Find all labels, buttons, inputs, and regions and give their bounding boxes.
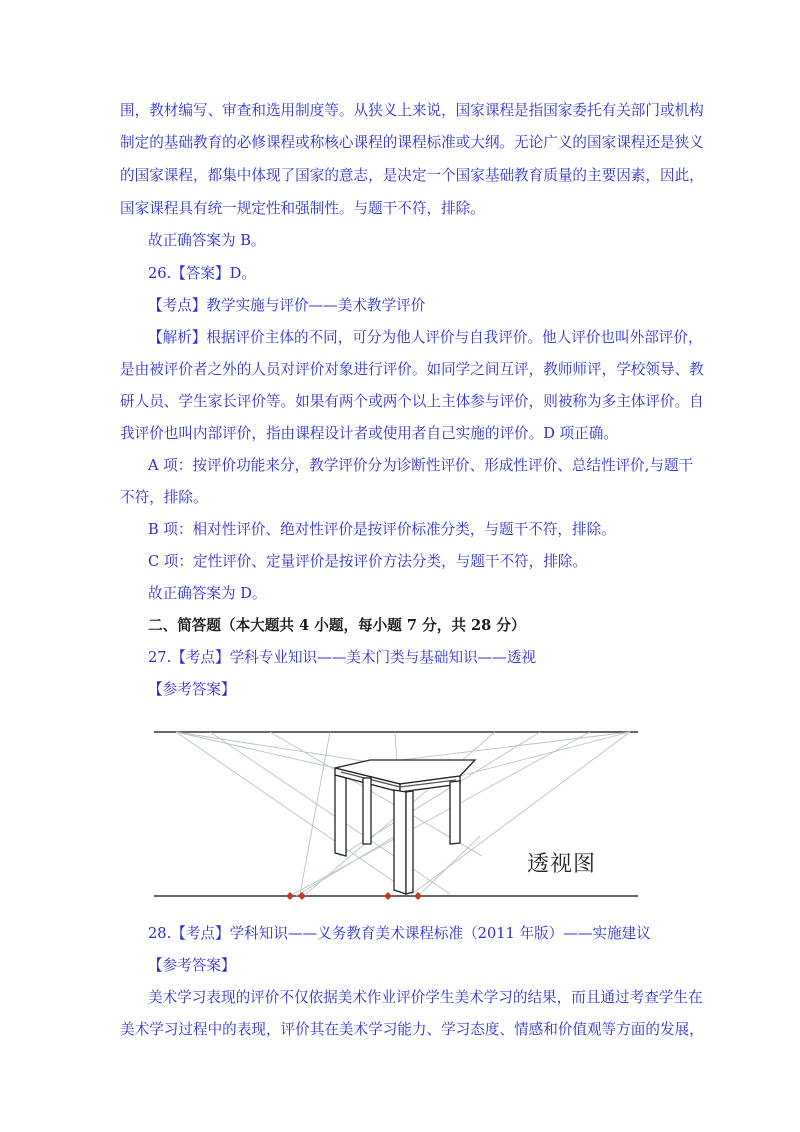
q27-reference-answer: 【参考答案】 [148,681,236,698]
q26-option-a-line-2: 不符，排除。 [120,489,208,506]
q26-jiexi-line-4: 我评价也叫内部评价，指由课程设计者或使用者自己实施的评价。D 项正确。 [120,425,618,442]
figure-label: 透视图 [527,852,597,877]
q26-jiexi-line-1: 【解析】根据评价主体的不同，可分为他人评价与自我评价。他人评价也叫外部评价， [148,329,703,346]
q26-jiexi-line-2: 是由被评价者之外的人员对评价对象进行评价。如同学之间互评，教师师评，学校领导、教 [120,361,704,378]
q26-jiexi-line-3: 研人员、学生家长评价等。如果有两个或两个以上主体参与评价，则被称为多主体评价。自 [120,393,704,410]
table [335,760,475,894]
q28-reference-answer: 【参考答案】 [148,957,236,974]
section-2-title: 二、简答题（本大题共 4 小题，每小题 7 分，共 28 分） [148,617,526,634]
q26-answer: 26.【答案】D。 [148,265,256,282]
p1-line-2: 制定的基础教育的必修课程或称核心课程的课程标准或大纲。无论广义的国家课程还是狭义 [120,134,704,151]
q26-option-c: C 项：定性评价、定量评价是按评价方法分类，与题干不符，排除。 [148,553,588,570]
q28-line-2: 美术学习过程中的表现，评价其在美术学习能力、学习态度、情感和价值观等方面的发展， [120,1021,704,1038]
q26-option-a-line-1: A 项：按评价功能来分，教学评价分为诊断性评价、形成性评价、总结性评价,与题干 [148,457,694,474]
q27-kaodian: 27.【考点】学科专业知识——美术门类与基础知识——透视 [148,649,537,666]
q26-kaodian: 【考点】教学实施与评价——美术教学评价 [148,297,426,314]
q28-kaodian: 28.【考点】学科知识——义务教育美术课程标准（2011 年版）——实施建议 [148,925,651,942]
q25-conclusion: 故正确答案为 B。 [148,232,266,249]
p1-line-1: 围，教材编写、审查和选用制度等。从狭义上来说，国家课程是指国家委托有关部门或机构 [120,102,704,119]
p1-line-4: 国家课程具有统一规定性和强制性。与题干不符，排除。 [120,200,485,217]
q28-line-1: 美术学习表现的评价不仅依据美术作业评价学生美术学习的结果，而且通过考查学生在 [148,989,703,1006]
q26-option-b: B 项：相对性评价、绝对性评价是按评价标准分类，与题干不符，排除。 [148,521,616,538]
q26-conclusion: 故正确答案为 D。 [148,585,267,602]
p1-line-3: 的国家课程，都集中体现了国家的意志，是决定一个国家基础教育质量的主要因素，因此， [120,167,704,184]
